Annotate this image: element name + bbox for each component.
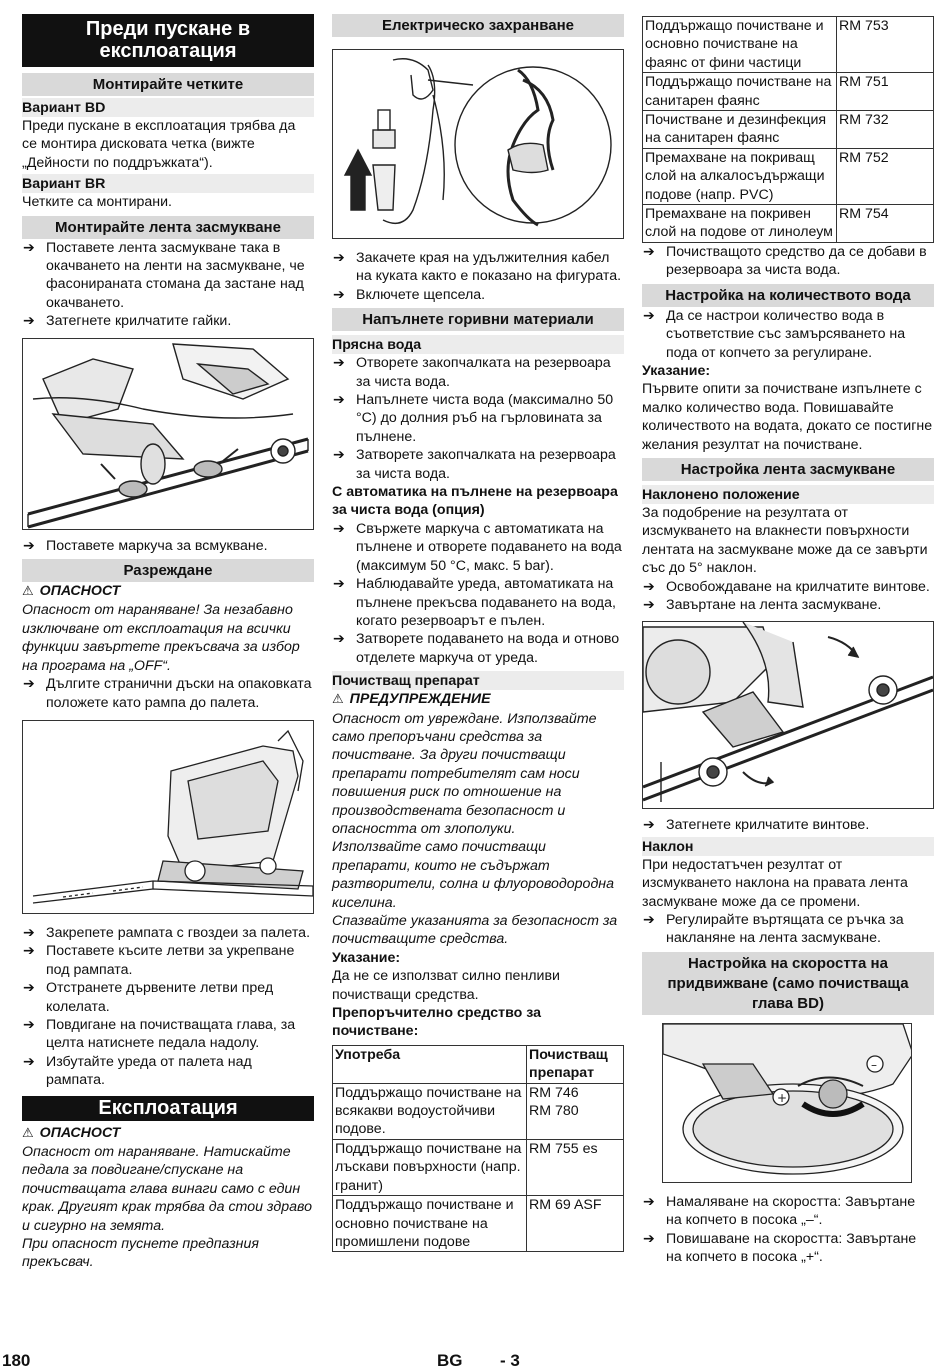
warning-triangle-icon: ⚠ bbox=[22, 1125, 34, 1141]
note-label: Указание: bbox=[642, 362, 711, 379]
recommended-label: Препоръчително средство за почистване: bbox=[332, 1005, 541, 1040]
column-2 bbox=[332, 14, 624, 1252]
table-cell: Поддържащо почистване на лъскави повърхности (напр. гранит) bbox=[333, 1139, 527, 1195]
heading-squeegee-setting: Настройка лента засмукване bbox=[642, 458, 934, 481]
table-row bbox=[643, 111, 934, 149]
heading-power-supply: Електрическо захранване bbox=[332, 14, 624, 37]
language-code: BG bbox=[437, 1351, 463, 1370]
squeegee-step: ➔ Затегнете крилчатите гайки. bbox=[22, 312, 314, 330]
table-row bbox=[643, 205, 934, 243]
squeegee-step: ➔ Поставете лента засмукване така в окачването на ленти на засмукване, че фасонираната стомана да застане над окачването. bbox=[22, 239, 314, 313]
unload-step: ➔ Избутайте уреда от палета над рампата. bbox=[22, 1053, 314, 1090]
table-cell: Поддържащо почистване и основно почистване на фаянс от фини частици bbox=[643, 17, 837, 73]
detergent-step: ➔ Почистващото средство да се добави в резервоара за чиста вода. bbox=[642, 243, 934, 280]
tilt-step: ➔ Освобождаване на крилчатите винтове. bbox=[642, 578, 934, 596]
unload-step: ➔ Повдигане на почистващата глава, за целта натиснете педала надолу. bbox=[22, 1016, 314, 1053]
table-cell: RM 746 RM 780 bbox=[527, 1083, 624, 1139]
table-cell: RM 732 bbox=[837, 111, 934, 149]
danger-label: ⚠ ОПАСНОСТ bbox=[22, 583, 121, 600]
minus-icon: – bbox=[871, 1057, 877, 1072]
hose-step: ➔ Поставете маркуча за всмукване. bbox=[22, 537, 314, 555]
note-text: Да не се използват силно пенливи почистващи средства. bbox=[332, 968, 560, 1003]
warning-triangle-icon: ⚠ bbox=[332, 692, 344, 708]
unload-step: ➔ Поставете късите летви за укрепване под рампата. bbox=[22, 942, 314, 979]
danger-label: ⚠ ОПАСНОСТ bbox=[22, 1124, 121, 1141]
power-step: ➔ Закачете края на удължителния кабел на куката както е показано на фигурата. bbox=[332, 249, 624, 286]
plus-icon: + bbox=[777, 1090, 788, 1105]
table-cell: Поддържащо почистване на санитарен фаянс bbox=[643, 73, 837, 111]
page-number: 180 bbox=[2, 1351, 31, 1370]
fresh-water-step: ➔ Затворете закопчалката на резервоара за чиста вода. bbox=[332, 446, 624, 483]
fresh-water-step: ➔ Напълнете чиста вода (максимално 50 °C) до долния ръб на гърловината за пълнене. bbox=[332, 391, 624, 446]
figure-cable-hook bbox=[332, 49, 624, 239]
squeegee-mount-illustration bbox=[23, 339, 313, 530]
water-amount-step: ➔ Да се настрои количество вода в съответствие със замърсяването на пода от копчето за регулиране. bbox=[642, 307, 934, 362]
table-header-usage: Употреба bbox=[333, 1045, 527, 1083]
variant-br-text: Четките са монтирани. bbox=[22, 194, 172, 211]
table-cell: RM 754 bbox=[837, 205, 934, 243]
auto-fill-step: ➔ Затворете подаването на вода и отново отделете маркуча от уреда. bbox=[332, 630, 624, 667]
heading-mount-squeegee: Монтирайте лента засмукване bbox=[22, 216, 314, 239]
squeegee-tilt-illustration bbox=[643, 622, 933, 809]
cable-hook-illustration bbox=[333, 50, 623, 239]
heading-speed: Настройка на скоростта на придвижване (само почистваща глава BD) bbox=[642, 952, 934, 1015]
table-row bbox=[643, 17, 934, 73]
table-cell: Поддържащо почистване на всякакви водоустойчиви подове. bbox=[333, 1083, 527, 1139]
table-cell: RM 69 ASF bbox=[527, 1196, 624, 1252]
variant-bd-text: Преди пускане в експлоатация трябва да се монтира дисковата четка (вижте „Дейности по поддръжката“). bbox=[22, 118, 296, 171]
warning-text: Опасност от увреждане. Използвайте само препоръчани средства за почистване. За други почистващи препарати потребителят сам носи повишения риск по отношение на производствената безопасност и опасността от злополуки. bbox=[332, 710, 597, 837]
note-text: Първите опити за почистване изпълнете с малко количество вода. Повишавайте количеството на водата, докато се постигне желания резултат на почистване. bbox=[642, 381, 933, 453]
speed-step: ➔ Повишаване на скоростта: Завъртане на копчето в посока „+“. bbox=[642, 1230, 934, 1267]
unload-step: ➔ Дългите странични дъски на опаковката положете като рампа до палета. bbox=[22, 675, 314, 712]
danger-text: При опасност пуснете предпазния прекъсвач. bbox=[22, 1236, 259, 1271]
detergent-table-continued bbox=[642, 16, 934, 243]
table-cell: RM 755 es bbox=[527, 1139, 624, 1195]
incline-text: При недостатъчен резултат от изсмукването наклона на правата лента засмукване може да се промени. bbox=[642, 856, 908, 910]
heading-variant-bd: Вариант BD bbox=[22, 98, 314, 117]
table-cell: Поддържащо почистване и основно почистване на промишлени подове bbox=[333, 1196, 527, 1252]
table-row bbox=[643, 148, 934, 204]
fresh-water-step: ➔ Отворете закопчалката на резервоара за чиста вода. bbox=[332, 354, 624, 391]
section-title-before-operation: Преди пускане в експлоатация bbox=[22, 14, 314, 67]
table-cell: RM 751 bbox=[837, 73, 934, 111]
heading-fill: Напълнете горивни материали bbox=[332, 308, 624, 331]
table-cell: RM 752 bbox=[837, 148, 934, 204]
auto-fill-step: ➔ Наблюдавайте уреда, автоматиката на пълнене прекъсва подаването на вода, когато резервоарът е пълен. bbox=[332, 575, 624, 630]
heading-unload: Разреждане bbox=[22, 559, 314, 582]
warning-text: Използвайте само почистващи препарати, които не съдържат разтворители, солна и флуороводородна киселина. bbox=[332, 839, 614, 911]
table-header-detergent: Почистващ препарат bbox=[527, 1045, 624, 1083]
figure-squeegee-mount bbox=[22, 338, 314, 530]
table-row bbox=[333, 1083, 624, 1139]
table-cell: Премахване на покривен слой на подове от линолеум bbox=[643, 205, 837, 243]
page-subnumber: - 3 bbox=[500, 1351, 520, 1370]
speed-step: ➔ Намаляване на скоростта: Завъртане на копчето в посока „–“. bbox=[642, 1193, 934, 1230]
machine-ramp-illustration bbox=[23, 721, 313, 914]
heading-variant-br: Вариант BR bbox=[22, 174, 314, 193]
danger-text: Опасност от нараняване. Натискайте педала за повдигане/спускане на почистващата глава винаги само с един крак. Другият крак трябва да стои здраво и сигурно на земята. bbox=[22, 1143, 312, 1234]
heading-water-amount: Настройка на количеството вода bbox=[642, 284, 934, 307]
danger-text: Опасност от нараняване! За незабавно изключване от експлоатация на всички функции завъртете прекъсвача за избор на програма на „OFF“. bbox=[22, 602, 300, 674]
heading-auto-fill: С автоматика на пълнене на резервоара за чиста вода (опция) bbox=[332, 484, 618, 519]
unload-step: ➔ Закрепете рампата с гвоздеи за палета. bbox=[22, 924, 314, 942]
tilt-step: ➔ Завъртане на лента засмукване. bbox=[642, 596, 934, 614]
heading-incline: Наклон bbox=[642, 837, 934, 856]
table-cell: RM 753 bbox=[837, 17, 934, 73]
unload-step: ➔ Отстранете дървените летви пред колелата. bbox=[22, 979, 314, 1016]
table-cell: Почистване и дезинфекция на санитарен фаянс bbox=[643, 111, 837, 149]
table-row bbox=[333, 1196, 624, 1252]
tighten-step: ➔ Затегнете крилчатите винтове. bbox=[642, 816, 934, 834]
note-label: Указание: bbox=[332, 949, 401, 966]
table-row bbox=[333, 1139, 624, 1195]
figure-unload-ramp bbox=[22, 720, 314, 914]
incline-step: ➔ Регулирайте въртящата се ръчка за накланяне на лента засмукване. bbox=[642, 911, 934, 948]
heading-fresh-water: Прясна вода bbox=[332, 335, 624, 354]
heading-tilt: Наклонено положение bbox=[642, 485, 934, 504]
detergent-table bbox=[332, 1045, 624, 1252]
table-header-row bbox=[333, 1045, 624, 1083]
power-step: ➔ Включете щепсела. bbox=[332, 286, 624, 304]
tilt-text: За подобрение на резултата от изсмукването на влакнести повърхности лентата на засмукване може да се завърти със до 5° наклон. bbox=[642, 504, 928, 577]
warning-text: Спазвайте указанията за безопасност за почистващите средства. bbox=[332, 913, 618, 948]
figure-squeegee-tilt bbox=[642, 621, 934, 809]
heading-detergent: Почистващ препарат bbox=[332, 671, 624, 690]
warning-label: ⚠ ПРЕДУПРЕЖДЕНИЕ bbox=[332, 691, 491, 708]
section-title-operation: Експлоатация bbox=[22, 1096, 314, 1121]
warning-triangle-icon: ⚠ bbox=[22, 584, 34, 600]
speed-knob-illustration bbox=[663, 1024, 912, 1183]
column-1 bbox=[22, 14, 314, 1272]
column-3 bbox=[642, 14, 934, 1266]
table-row bbox=[643, 73, 934, 111]
table-cell: Премахване на покриващ слой на алкалосъдържащи подове (напр. PVC) bbox=[643, 148, 837, 204]
auto-fill-step: ➔ Свържете маркуча с автоматиката на пълнене и отворете подаването на вода (максимум 50 °C, макс. 5 bar). bbox=[332, 520, 624, 575]
heading-mount-brushes: Монтирайте четките bbox=[22, 73, 314, 96]
figure-speed-knob bbox=[662, 1023, 912, 1183]
